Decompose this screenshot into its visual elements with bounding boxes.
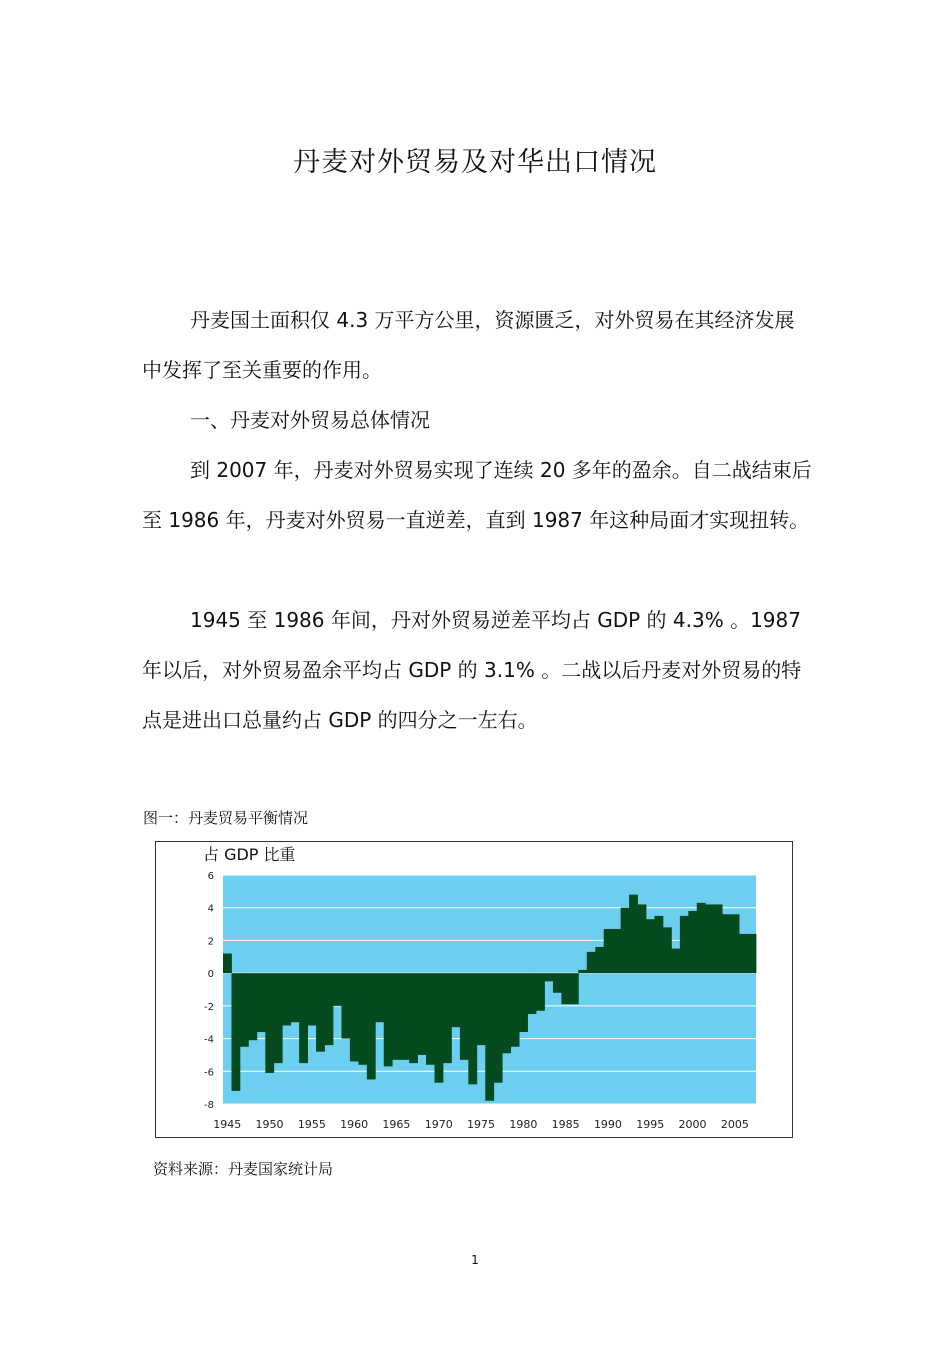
bar-1975 (477, 973, 486, 1045)
bar-1951 (274, 973, 283, 1063)
x-tick-label: 1990 (593, 1118, 622, 1131)
bar-1972 (451, 973, 460, 1027)
bar-1989 (595, 947, 604, 973)
x-tick-label: 1955 (297, 1118, 326, 1131)
bar-1986 (570, 973, 579, 1004)
bar-1965 (392, 973, 401, 1060)
bar-1985 (561, 973, 570, 1004)
paragraph-surplus: 到 2007 年，丹麦对外贸易实现了连续 20 多年的盈余。自二战结束后至 1986 年，丹麦对外贸易一直逆差，直到 1987 年这种局面才实现扭转。 (142, 458, 812, 532)
bar-1955 (308, 973, 317, 1025)
chart-frame (155, 841, 793, 1138)
bar-1978 (502, 973, 511, 1053)
bar-1963 (375, 973, 384, 1022)
bar-1994 (638, 904, 647, 973)
bar-1983 (544, 973, 553, 981)
bar-1968 (418, 973, 427, 1055)
y-tick-label: 0 (207, 969, 214, 981)
bar-1953 (291, 973, 300, 1022)
bar-1998 (671, 949, 680, 974)
x-tick-label: 1975 (467, 1118, 496, 1131)
bar-2004 (722, 914, 731, 973)
bar-1950 (265, 973, 274, 1073)
bar-1977 (494, 973, 503, 1083)
bar-1961 (358, 973, 367, 1065)
bar-1964 (384, 973, 393, 1066)
bar-2001 (697, 903, 706, 973)
x-tick-labels (213, 1118, 749, 1131)
bar-1987 (578, 970, 587, 973)
bar-1976 (485, 973, 494, 1101)
bar-1992 (621, 908, 630, 973)
y-axis-label: 占 GDP 比重 (203, 845, 296, 864)
bar-1969 (426, 973, 435, 1065)
y-tick-labels (204, 871, 214, 1111)
bar-2002 (705, 904, 714, 973)
y-tick-label: -4 (204, 1034, 214, 1046)
bar-2003 (714, 904, 723, 973)
bar-1971 (443, 973, 452, 1063)
bar-1995 (646, 919, 655, 973)
x-tick-label: 1970 (424, 1118, 453, 1131)
bar-1973 (460, 973, 469, 1060)
y-tick-label: -6 (204, 1067, 214, 1079)
section-heading: 一、丹麦对外贸易总体情况 (190, 408, 430, 432)
figure-caption: 图一：丹麦贸易平衡情况 (143, 809, 309, 827)
x-tick-label: 2000 (678, 1118, 707, 1131)
bar-1982 (536, 973, 545, 1011)
bar-1988 (587, 952, 596, 973)
y-tick-label: -8 (204, 1100, 214, 1111)
trade-balance-chart (156, 842, 792, 1137)
bar-1946 (231, 973, 240, 1091)
bar-2000 (688, 911, 697, 973)
x-tick-label: 2005 (720, 1118, 749, 1131)
x-tick-label: 1985 (551, 1118, 580, 1131)
x-tick-label: 1965 (382, 1118, 411, 1131)
bar-1979 (511, 973, 520, 1047)
bar-1990 (604, 929, 613, 973)
bar-1966 (401, 973, 410, 1060)
bar-1993 (629, 895, 638, 974)
source-note: 资料来源：丹麦国家统计局 (153, 1160, 334, 1178)
bar-1967 (409, 973, 418, 1063)
bar-1960 (350, 973, 359, 1061)
bar-1958 (333, 973, 342, 1006)
y-tick-label: 6 (207, 871, 214, 882)
x-tick-label: 1950 (255, 1118, 284, 1131)
paragraph-intro: 丹麦国土面积仅 4.3 万平方公里，资源匮乏，对外贸易在其经济发展中发挥了至关重要的作用。 (142, 308, 795, 382)
y-tick-label: 4 (207, 903, 214, 915)
bar-1948 (248, 973, 257, 1040)
bar-1981 (528, 973, 537, 1014)
bar-1984 (553, 973, 562, 993)
bar-1970 (435, 973, 444, 1083)
bar-1954 (299, 973, 308, 1063)
y-tick-label: 2 (207, 936, 214, 948)
bar-1996 (654, 916, 663, 973)
x-tick-label: 1980 (509, 1118, 538, 1131)
bar-1952 (282, 973, 291, 1025)
bar-1997 (663, 927, 672, 973)
bar-1957 (325, 973, 334, 1045)
x-tick-label: 1995 (636, 1118, 665, 1131)
bar-2006 (739, 934, 748, 973)
bar-1980 (519, 973, 528, 1032)
bar-1974 (468, 973, 477, 1084)
x-tick-label: 1960 (340, 1118, 369, 1131)
bar-1962 (367, 973, 376, 1079)
bar-1991 (612, 929, 621, 973)
document-title: 丹麦对外贸易及对华出口情况 (293, 147, 657, 178)
y-tick-label: -2 (204, 1001, 214, 1013)
page-number: 1 (471, 1253, 479, 1267)
x-tick-label: 1945 (213, 1118, 242, 1131)
bar-1959 (341, 973, 350, 1038)
bar-2005 (731, 914, 740, 973)
bar-1956 (316, 973, 325, 1052)
bar-1947 (240, 973, 249, 1047)
bar-1999 (680, 916, 689, 973)
bar-2007 (748, 934, 757, 973)
bar-1945 (223, 954, 232, 974)
bar-1949 (257, 973, 266, 1032)
paragraph-gdp-share: 1945 至 1986 年间，丹对外贸易逆差平均占 GDP 的 4.3% 。1987 年以后，对外贸易盈余平均占 GDP 的 3.1% 。二战以后丹麦对外贸易的特点是进出口总量约占 GDP 的四分之一左右。 (142, 608, 802, 732)
